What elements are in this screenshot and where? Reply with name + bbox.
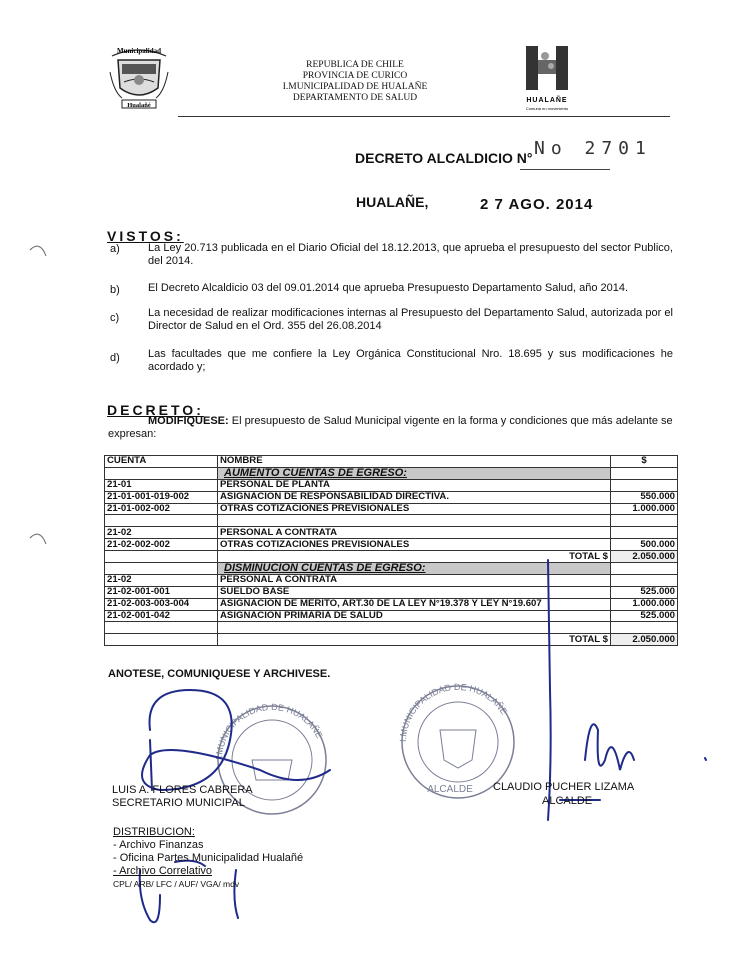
column-header-monto: $ bbox=[611, 456, 678, 468]
distribution-block bbox=[113, 826, 303, 891]
cell-nombre: ASIGNACION DE MERITO, ART.30 DE LA LEY N°19.378 Y LEY N°19.607 bbox=[218, 598, 611, 610]
vistos-item-text: La Ley 20.713 publicada en el Diario Oficial del 18.12.2013, que aprueba el presupuesto del sector Publico, del 2014. bbox=[148, 242, 673, 267]
distribution-initials: CPL/ ARB/ LFC / AUF/ VGA/ mdv bbox=[113, 879, 240, 889]
decree-place: HUALAÑE, bbox=[356, 194, 429, 210]
cell-nombre: ASIGNACION PRIMARIA DE SALUD bbox=[218, 610, 611, 622]
mayor-signature bbox=[585, 724, 634, 770]
distribution-item: - Oficina Partes Municipalidad Hualañé bbox=[113, 852, 304, 864]
cell-nombre: PERSONAL DE PLANTA bbox=[218, 479, 611, 491]
vistos-item-letter: c) bbox=[110, 312, 120, 324]
decree-number-handwritten: No 2701 bbox=[534, 138, 652, 159]
secretary-signature bbox=[142, 690, 330, 790]
cell-total-value: 2.050.000 bbox=[611, 551, 678, 563]
margin-mark bbox=[30, 534, 46, 544]
closing-text: ANOTESE, COMUNIQUESE Y ARCHIVESE. bbox=[108, 668, 331, 680]
margin-mark bbox=[30, 246, 46, 256]
cell-nombre: AUMENTO CUENTAS DE EGRESO: bbox=[218, 467, 611, 479]
mayor-stamp-bottom-text: ALCALDE bbox=[427, 784, 473, 795]
cell-cuenta: 21-02 bbox=[105, 527, 218, 539]
cell-cuenta: 21-02-002-002 bbox=[105, 539, 218, 551]
decreto-intro-text: El presupuesto de Salud Municipal vigente en la forma y condiciones que más adelante se expresan: bbox=[108, 415, 673, 440]
cell-total-label: TOTAL $ bbox=[218, 551, 611, 563]
mayor-signature bbox=[705, 758, 706, 760]
header-line: REPUBLICA DE CHILE bbox=[306, 60, 404, 70]
cell-cuenta: 21-01-001-019-002 bbox=[105, 491, 218, 503]
cell-nombre: PERSONAL A CONTRATA bbox=[218, 527, 611, 539]
crest-bottom-text: Hualañé bbox=[127, 102, 151, 109]
svg-text:I.MUNICIPALIDAD DE HUALAÑE bbox=[398, 682, 509, 742]
secretary-name: LUIS A. FLORES CABRERA bbox=[112, 784, 253, 796]
decreto-title: DECRETO: bbox=[107, 402, 204, 418]
logo-slogan-text: Comuna en movimiento bbox=[525, 106, 569, 111]
header-line: I.MUNICIPALIDAD DE HUALAÑE bbox=[282, 82, 428, 92]
vistos-item-text: Las facultades que me confiere la Ley Orgánica Constitucional Nro. 18.695 y sus modificaciones he acordado y; bbox=[148, 348, 673, 373]
cell-monto: 1.000.000 bbox=[611, 598, 678, 610]
cell-cuenta: 21-01-002-002 bbox=[105, 503, 218, 515]
distribution-title: DISTRIBUCION: bbox=[113, 826, 195, 838]
cell-cuenta: 21-01 bbox=[105, 479, 218, 491]
cell-nombre: OTRAS COTIZACIONES PREVISIONALES bbox=[218, 539, 611, 551]
secretary-role: SECRETARIO MUNICIPAL bbox=[112, 797, 245, 809]
cell-cuenta: 21-02-001-042 bbox=[105, 610, 218, 622]
header-line: PROVINCIA DE CURICO bbox=[302, 71, 408, 81]
cell-cuenta: 21-02-003-003-004 bbox=[105, 598, 218, 610]
cell-monto: 1.000.000 bbox=[611, 503, 678, 515]
crest-top-text: Municipalidad bbox=[117, 47, 161, 55]
secretary-stamp-text: I.MUNICIPALIDAD DE HUALAÑE bbox=[213, 701, 325, 761]
cell-total-label: TOTAL $ bbox=[218, 634, 611, 646]
cell-monto: 550.000 bbox=[611, 491, 678, 503]
cell-nombre: OTRAS COTIZACIONES PREVISIONALES bbox=[218, 503, 611, 515]
cell-monto: 500.000 bbox=[611, 539, 678, 551]
cell-monto: 525.000 bbox=[611, 586, 678, 598]
cell-nombre: PERSONAL A CONTRATA bbox=[218, 574, 611, 586]
vistos-item-letter: b) bbox=[110, 284, 120, 296]
distribution-item: - Archivo Correlativo bbox=[113, 865, 213, 877]
cell-monto: 525.000 bbox=[611, 610, 678, 622]
header-line: DEPARTAMENTO DE SALUD bbox=[292, 93, 418, 103]
vistos-item-text: La necesidad de realizar modificaciones internas al Presupuesto del Departamento Salud, autorizada por el Director de Salud en el Ord. 355 del 26.08.2014 bbox=[148, 307, 673, 332]
vistos-item-text: El Decreto Alcaldicio 03 del 09.01.2014 que aprueba Presupuesto Departamento Salud, año 2014. bbox=[148, 282, 629, 294]
cell-total-value: 2.050.000 bbox=[611, 634, 678, 646]
cell-nombre: DISMINUCION CUENTAS DE EGRESO: bbox=[218, 563, 611, 575]
logo-name-text: HUALAÑE bbox=[526, 97, 568, 104]
cell-cuenta: 21-02-001-001 bbox=[105, 586, 218, 598]
vistos-item-letter: a) bbox=[110, 243, 120, 255]
mayor-name: CLAUDIO PUCHER LIZAMA bbox=[493, 781, 635, 793]
column-header-nombre: NOMBRE bbox=[218, 456, 611, 468]
vistos-title: VISTOS: bbox=[107, 228, 184, 244]
distribution-item: - Archivo Finanzas bbox=[113, 839, 204, 851]
decreto-lead: MODIFIQUESE: bbox=[148, 415, 229, 427]
decree-title: DECRETO ALCALDICIO N° bbox=[355, 150, 533, 166]
cell-nombre: ASIGNACION DE RESPONSABILIDAD DIRECTIVA. bbox=[218, 491, 611, 503]
vistos-item-letter: d) bbox=[110, 352, 120, 364]
mayor-role: ALCALDE bbox=[542, 795, 593, 807]
secretary-signature-stroke bbox=[150, 740, 152, 790]
mayor-stamp-text: I.MUNICIPALIDAD DE HUALAÑE bbox=[397, 681, 510, 743]
cell-nombre: SUELDO BASE bbox=[218, 586, 611, 598]
column-header-cuenta: CUENTA bbox=[105, 456, 218, 468]
cell-cuenta: 21-02 bbox=[105, 574, 218, 586]
decree-date-stamp: 2 7 AGO. 2014 bbox=[480, 196, 594, 213]
